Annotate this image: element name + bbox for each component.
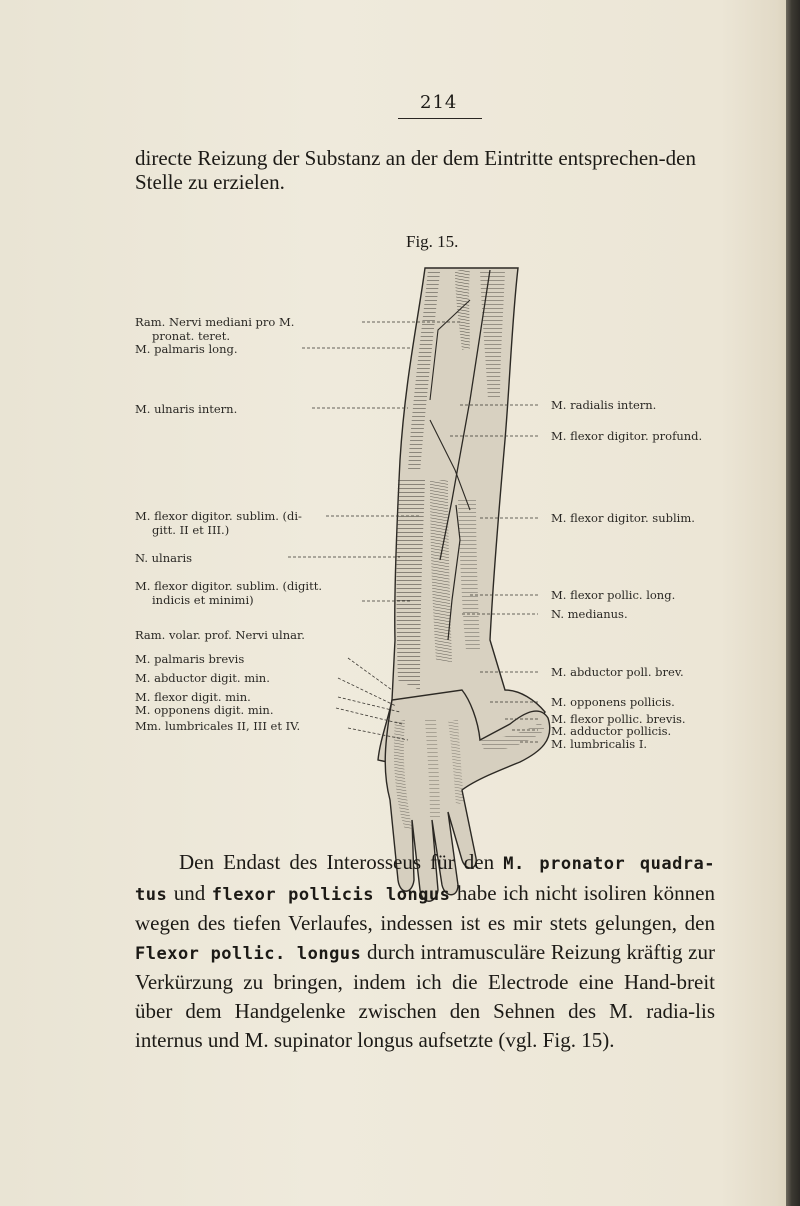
body-paragraph [135, 848, 715, 1054]
label-radialis-intern: M. radialis intern. [551, 398, 657, 412]
label-adductor-pollicis: M. adductor pollicis. [551, 724, 672, 738]
body-bold-flexor-pollic: Flexor pollic. longus [135, 943, 362, 964]
label-n-medianus: N. medianus. [551, 607, 628, 621]
label-ram-nervi-mediani: Ram. Nervi mediani pro M. [135, 315, 295, 329]
figure-caption: Fig. 15. [406, 232, 459, 251]
label-lumbricales: Mm. lumbricales II, III et IV. [135, 719, 301, 733]
label-lumbricalis-i: M. lumbricalis I. [551, 737, 648, 751]
body-text-2: und [167, 880, 212, 905]
label-flexor-digit-min: M. flexor digit. min. [135, 690, 251, 704]
label-gitt-ii-iii: gitt. II et III.) [152, 523, 230, 537]
label-palmaris-brevis: M. palmaris brevis [135, 652, 245, 666]
label-indicis-minimi: indicis et minimi) [152, 593, 254, 607]
label-ram-volar-prof: Ram. volar. prof. Nervi ulnar. [135, 628, 305, 642]
label-flexor-digitor-sublim-indicis: M. flexor digitor. sublim. (digitt. [135, 579, 322, 593]
page-number: 214 [420, 92, 458, 113]
body-text-4: durch intramusculäre Reizung kräftig zur Verkürzung zu bringen, indem ich die Electrode eine Hand-breit über dem Handgelenke zwischen den Sehnen des M. radia-lis internus und M. supinator longus aufsetzte (vgl. Fig. 15). [135, 939, 715, 1052]
label-ulnaris-intern: M. ulnaris intern. [135, 402, 238, 416]
label-palmaris-long: M. palmaris long. [135, 342, 238, 356]
label-flexor-pollic-brevis: M. flexor pollic. brevis. [551, 712, 686, 726]
label-pronat-teret: pronat. teret. [152, 329, 230, 343]
label-flexor-digitor-sublim-right: M. flexor digitor. sublim. [551, 511, 695, 525]
body-bold-flexor-pollicis: flexor pollicis longus [211, 884, 451, 905]
label-opponens-pollicis: M. opponens pollicis. [551, 695, 675, 709]
label-flexor-digitor-sublim-ii-iii: M. flexor digitor. sublim. (di- [135, 509, 302, 523]
intro-paragraph: directe Reizung der Substanz an der dem Eintritte entsprechen-den Stelle zu erzielen. [135, 146, 696, 194]
label-abductor-poll-brev: M. abductor poll. brev. [551, 665, 684, 679]
body-bold-pronator: M. pronator quadra-tus [135, 854, 716, 905]
body-text-3: habe ich nicht isoliren können wegen des tiefen Verlaufes, indessen ist es mir stets gelungen, den [135, 880, 715, 936]
label-abductor-digit-min: M. abductor digit. min. [135, 671, 270, 685]
label-n-ulnaris: N. ulnaris [135, 551, 193, 565]
label-flexor-pollic-long: M. flexor pollic. long. [551, 588, 676, 602]
label-opponens-digit-min: M. opponens digit. min. [135, 703, 274, 717]
body-text-1: Den Endast des Interosseus für den [179, 850, 504, 874]
label-flexor-digitor-profund: M. flexor digitor. profund. [551, 429, 703, 443]
